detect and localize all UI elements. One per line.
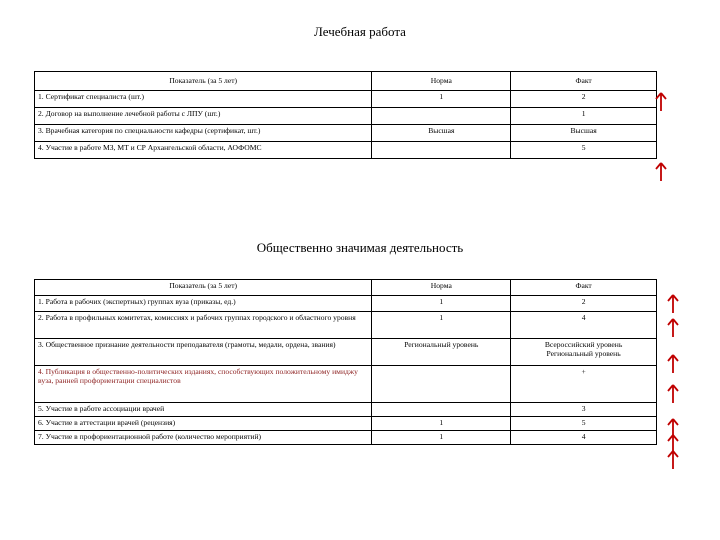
row-norm: Региональный уровень (372, 339, 511, 366)
row-norm: 1 (372, 312, 511, 339)
row-fact: 3 (511, 403, 657, 417)
header-indicator: Показатель (за 5 лет) (35, 72, 372, 91)
row-fact: 1 (511, 108, 657, 125)
header-norm: Норма (372, 280, 511, 296)
table-row (35, 91, 657, 108)
row-fact (511, 339, 657, 366)
table-row (35, 296, 657, 312)
row-indicator: 6. Участие в аттестации врачей (рецензия) (35, 417, 372, 431)
row-norm: 1 (372, 431, 511, 445)
row-norm (372, 108, 511, 125)
row-fact: 4 (511, 431, 657, 445)
table-row (35, 142, 657, 159)
fact-line: Всероссийский уровень (544, 340, 623, 349)
row-indicator: 7. Участие в профориентационной работе (количество мероприятий) (35, 431, 372, 445)
row-norm: 1 (372, 417, 511, 431)
table-row (35, 108, 657, 125)
section2-title: Общественно значимая деятельность (256, 240, 464, 255)
row-indicator: 4. Участие в работе МЗ, МТ и СР Архангельской области, АОФОМС (35, 142, 372, 159)
table-row (35, 312, 657, 339)
row-fact: + (511, 366, 657, 403)
table-row (35, 431, 657, 445)
fact-line: Региональный уровень (546, 349, 621, 359)
table-row (35, 339, 657, 366)
table-row (35, 366, 657, 403)
section1-title: Лечебная работа (314, 24, 406, 39)
up-arrow-icon (655, 92, 667, 112)
section2-table (34, 279, 657, 445)
row-indicator: 1. Сертификат специалиста (шт.) (35, 91, 372, 108)
up-arrow-icon (655, 162, 667, 182)
table-header-row (35, 280, 657, 296)
row-indicator: 3. Врачебная категория по специальности кафедры (сертификат, шт.) (35, 125, 372, 142)
header-indicator: Показатель (за 5 лет) (35, 280, 372, 296)
row-norm: 1 (372, 91, 511, 108)
row-norm (372, 366, 511, 403)
table-row (35, 417, 657, 431)
table-row (35, 403, 657, 417)
up-arrow-icon (667, 318, 679, 338)
row-fact: 5 (511, 417, 657, 431)
header-fact: Факт (511, 72, 657, 91)
up-arrow-icon (667, 294, 679, 314)
up-arrow-icon (667, 384, 679, 404)
row-indicator: 5. Участие в работе ассоциации врачей (35, 403, 372, 417)
row-fact: 4 (511, 312, 657, 339)
row-indicator: 4. Публикация в общественно-политических изданиях, способствующих положительному имиджу вуза, ранней профориентации специалистов (35, 366, 372, 403)
row-norm (372, 403, 511, 417)
row-norm: 1 (372, 296, 511, 312)
table-header-row (35, 72, 657, 91)
up-arrow-icon (667, 354, 679, 374)
row-indicator: 1. Работа в рабочих (экспертных) группах вуза (приказы, ед.) (35, 296, 372, 312)
row-norm: Высшая (372, 125, 511, 142)
row-indicator: 2. Договор на выполнение лечебной работы с ЛПУ (шт.) (35, 108, 372, 125)
row-norm (372, 142, 511, 159)
row-fact: 2 (511, 91, 657, 108)
header-norm: Норма (372, 72, 511, 91)
row-indicator: 3. Общественное признание деятельности преподавателя (грамоты, медали, ордена, звания) (35, 339, 372, 366)
row-indicator: 2. Работа в профильных комитетах, комиссиях и рабочих группах городского и областного уровня (35, 312, 372, 339)
row-fact: 5 (511, 142, 657, 159)
row-fact: Высшая (511, 125, 657, 142)
row-fact: 2 (511, 296, 657, 312)
section1-table (34, 71, 657, 159)
header-fact: Факт (511, 280, 657, 296)
table-row (35, 125, 657, 142)
up-arrow-icon (667, 450, 679, 470)
